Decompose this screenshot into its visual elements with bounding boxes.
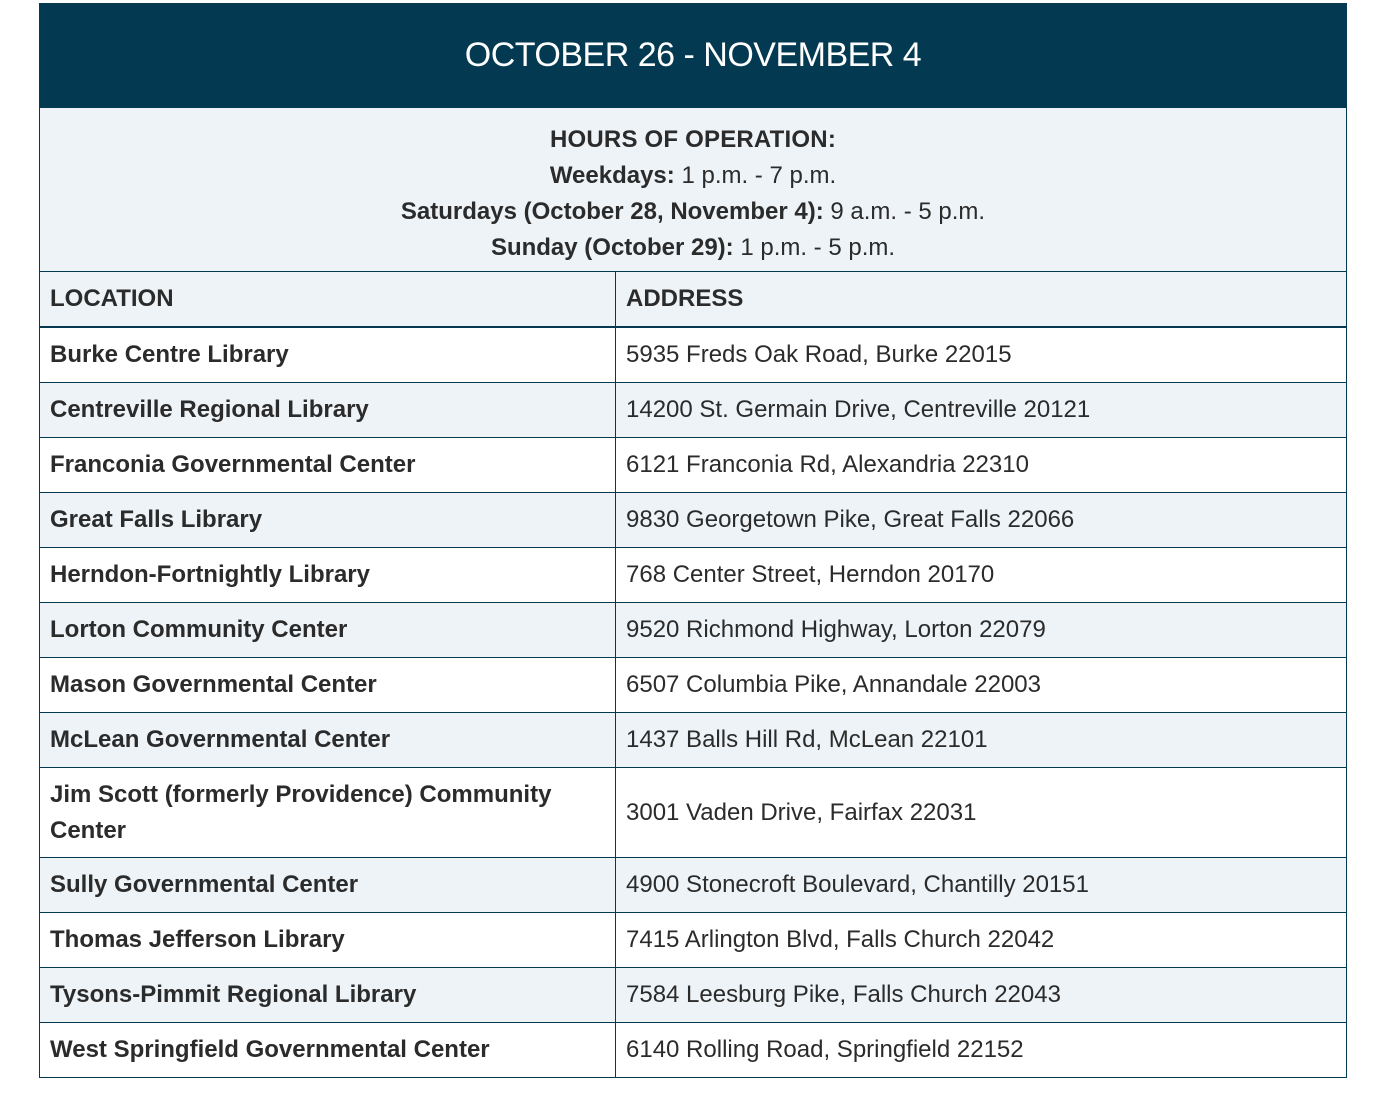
address-column-header: ADDRESS [616, 272, 1347, 328]
address-cell: 4900 Stonecroft Boulevard, Chantilly 20151 [616, 858, 1347, 913]
location-cell: Centreville Regional Library [40, 383, 616, 438]
hours-line-weekdays [40, 158, 1346, 194]
table-row [40, 858, 1347, 913]
location-cell: Herndon-Fortnightly Library [40, 548, 616, 603]
address-cell: 6121 Franconia Rd, Alexandria 22310 [616, 438, 1347, 493]
address-cell: 1437 Balls Hill Rd, McLean 22101 [616, 713, 1347, 768]
hours-label: Weekdays: [549, 162, 675, 189]
location-cell: Thomas Jefferson Library [40, 913, 616, 968]
location-cell: Jim Scott (formerly Providence) Community Center [40, 768, 616, 858]
table-row [40, 383, 1347, 438]
address-cell: 6507 Columbia Pike, Annandale 22003 [616, 658, 1347, 713]
location-cell: McLean Governmental Center [40, 713, 616, 768]
table-row [40, 438, 1347, 493]
table-row [40, 658, 1347, 713]
schedule-document [39, 3, 1347, 1078]
location-cell: West Springfield Governmental Center [40, 1023, 616, 1078]
table-row [40, 1023, 1347, 1078]
page-title: OCTOBER 26 - NOVEMBER 4 [464, 36, 922, 74]
address-cell: 3001 Vaden Drive, Fairfax 22031 [616, 768, 1347, 858]
address-cell: 9520 Richmond Highway, Lorton 22079 [616, 603, 1347, 658]
hours-value: 1 p.m. - 5 p.m. [733, 234, 896, 261]
table-row [40, 603, 1347, 658]
hours-label: Saturdays (October 28, November 4): [400, 198, 824, 225]
address-cell: 768 Center Street, Herndon 20170 [616, 548, 1347, 603]
location-cell: Mason Governmental Center [40, 658, 616, 713]
location-cell: Lorton Community Center [40, 603, 616, 658]
location-column-header: LOCATION [40, 272, 616, 328]
address-cell: 7584 Leesburg Pike, Falls Church 22043 [616, 968, 1347, 1023]
title-banner [39, 3, 1347, 108]
address-cell: 6140 Rolling Road, Springfield 22152 [616, 1023, 1347, 1078]
address-cell: 5935 Freds Oak Road, Burke 22015 [616, 327, 1347, 383]
table-header-row [40, 272, 1347, 328]
table-row [40, 968, 1347, 1023]
location-cell: Great Falls Library [40, 493, 616, 548]
hours-label: Sunday (October 29): [490, 234, 734, 261]
hours-line-sunday [40, 230, 1346, 266]
location-cell: Franconia Governmental Center [40, 438, 616, 493]
location-cell: Sully Governmental Center [40, 858, 616, 913]
hours-line-saturdays [40, 194, 1346, 230]
location-cell: Burke Centre Library [40, 327, 616, 383]
table-row [40, 548, 1347, 603]
address-cell: 9830 Georgetown Pike, Great Falls 22066 [616, 493, 1347, 548]
locations-table [39, 271, 1347, 1078]
hours-value: 9 a.m. - 5 p.m. [823, 198, 986, 225]
hours-of-operation [39, 108, 1347, 271]
location-cell: Tysons-Pimmit Regional Library [40, 968, 616, 1023]
table-row [40, 768, 1347, 858]
address-cell: 7415 Arlington Blvd, Falls Church 22042 [616, 913, 1347, 968]
hours-heading: HOURS OF OPERATION: [549, 126, 837, 153]
table-row [40, 493, 1347, 548]
address-cell: 14200 St. Germain Drive, Centreville 20121 [616, 383, 1347, 438]
table-row [40, 913, 1347, 968]
hours-value: 1 p.m. - 7 p.m. [674, 162, 837, 189]
table-row [40, 713, 1347, 768]
table-row [40, 327, 1347, 383]
